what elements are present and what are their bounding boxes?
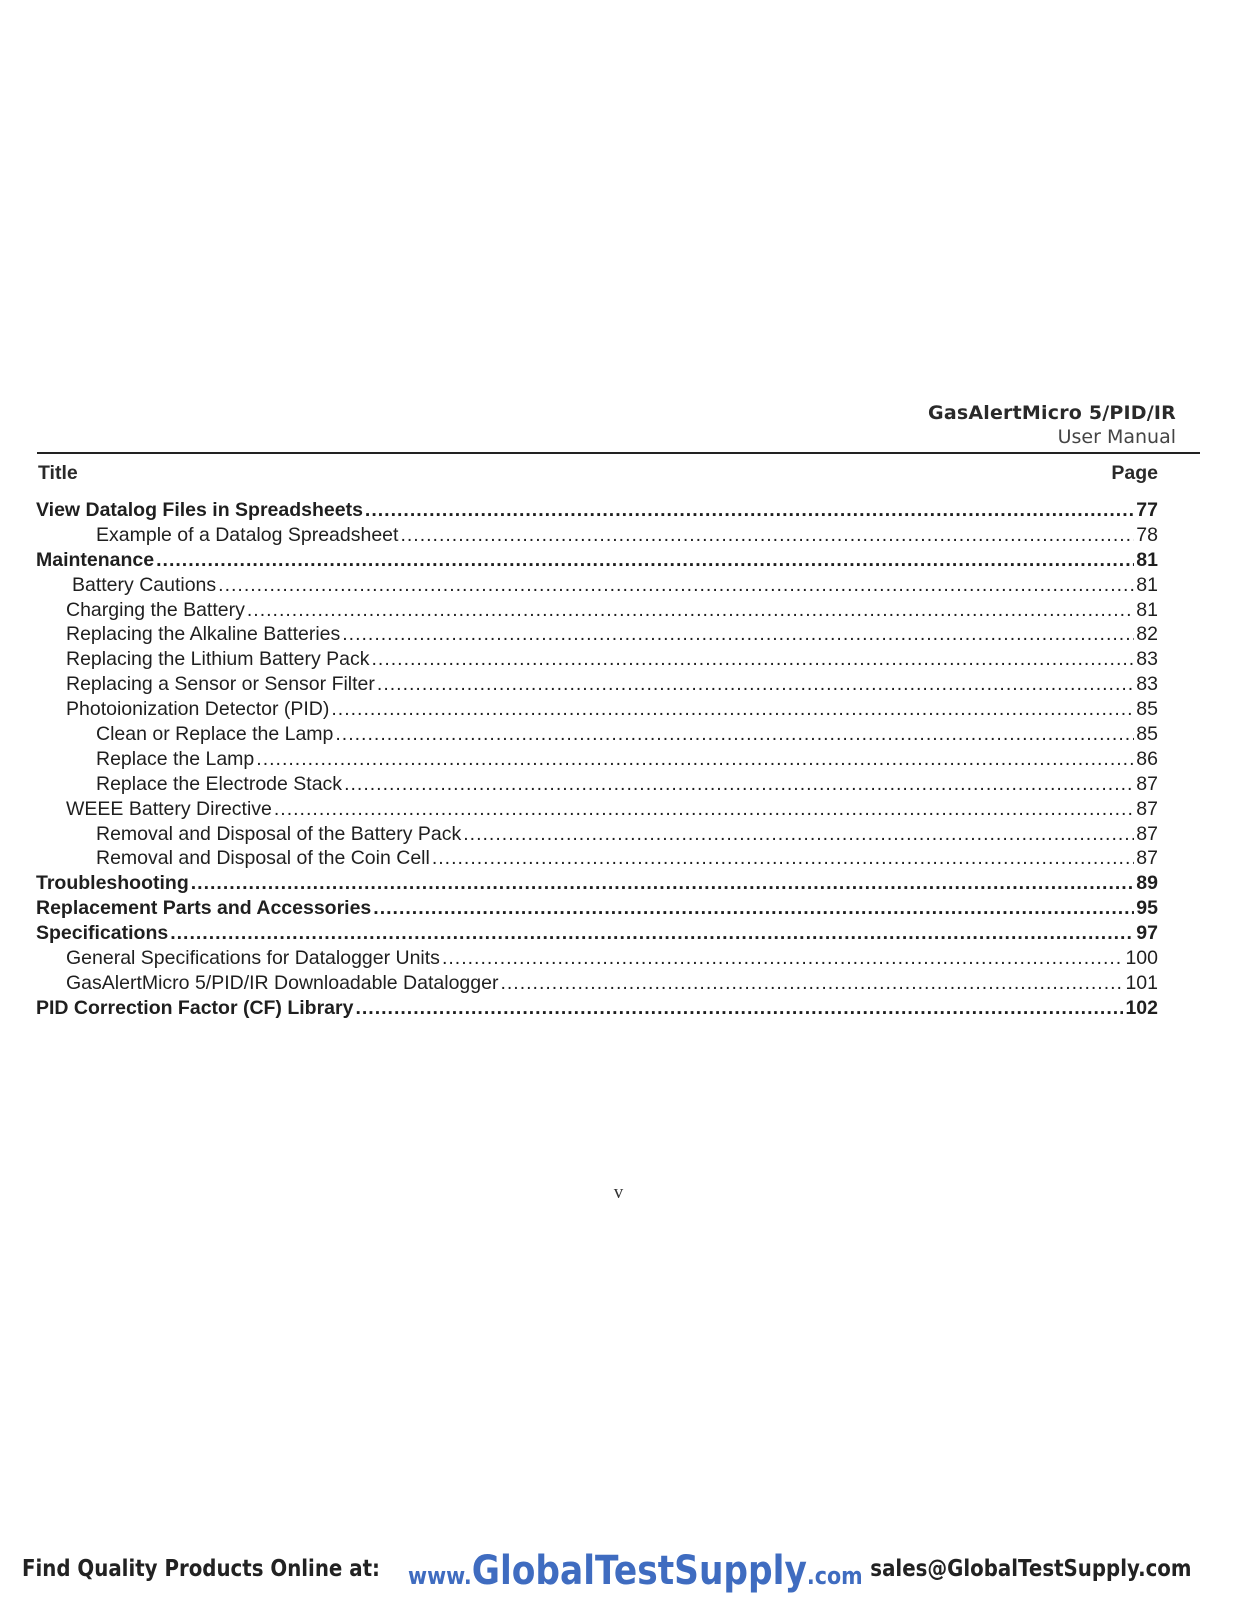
toc-entry-title: Replacement Parts and Accessories [36, 897, 372, 920]
toc-entry-page: 78 [1136, 523, 1158, 546]
toc-entry-title: PID Correction Factor (CF) Library [36, 996, 354, 1019]
footer-website-link[interactable] [408, 1548, 863, 1594]
toc-entry-page: 81 [1136, 573, 1158, 596]
toc-dot-leader [342, 622, 1134, 647]
toc-entry-title: Clean or Replace the Lamp [96, 723, 334, 746]
url-prefix: www. [408, 1562, 472, 1590]
toc-entry[interactable] [36, 772, 1158, 797]
toc-dot-leader [344, 772, 1134, 797]
toc-dot-leader [463, 822, 1134, 847]
toc-entry-title: Replacing the Lithium Battery Pack [66, 648, 370, 671]
header-divider [37, 452, 1200, 454]
toc-dot-leader [442, 946, 1124, 971]
toc-entry-page: 97 [1136, 922, 1158, 945]
toc-entry-page: 85 [1136, 698, 1158, 721]
toc-entry-title: Removal and Disposal of the Battery Pack [96, 822, 462, 845]
toc-entry[interactable] [36, 622, 1158, 647]
toc-entry-page: 89 [1136, 872, 1158, 895]
toc-dot-leader [247, 598, 1134, 623]
toc-entry[interactable] [36, 871, 1158, 896]
toc-dot-leader [274, 797, 1134, 822]
toc-entry-page: 100 [1125, 947, 1158, 970]
toc-entry-title: Example of a Datalog Spreadsheet [96, 523, 399, 546]
toc-entry-page: 86 [1136, 747, 1158, 770]
toc-entry[interactable] [36, 921, 1158, 946]
toc-entry-title: Replace the Lamp [96, 747, 255, 770]
page-number: v [613, 1182, 624, 1203]
toc-dot-leader [372, 647, 1135, 672]
toc-entry-title: Photoionization Detector (PID) [66, 698, 330, 721]
toc-entry[interactable] [36, 523, 1158, 548]
toc-entry-page: 101 [1125, 971, 1158, 994]
toc-entry-page: 87 [1136, 822, 1158, 845]
toc-entry-page: 95 [1136, 897, 1158, 920]
table-of-contents [36, 498, 1158, 1021]
toc-entry[interactable] [36, 822, 1158, 847]
toc-entry-page: 81 [1136, 548, 1158, 571]
toc-entry[interactable] [36, 672, 1158, 697]
toc-entry-title: Specifications [36, 922, 169, 945]
toc-entry-page: 87 [1136, 772, 1158, 795]
running-header [928, 401, 1176, 449]
toc-dot-leader [256, 747, 1134, 772]
toc-dot-leader [432, 846, 1134, 871]
toc-dot-leader [500, 971, 1123, 996]
url-suffix: .com [806, 1562, 863, 1590]
toc-entry-page: 87 [1136, 847, 1158, 870]
toc-entry-page: 87 [1136, 797, 1158, 820]
toc-entry-page: 81 [1136, 598, 1158, 621]
toc-entry[interactable] [36, 498, 1158, 523]
toc-dot-leader [156, 548, 1134, 573]
toc-dot-leader [191, 871, 1135, 896]
toc-entry[interactable] [36, 548, 1158, 573]
toc-entry-title: General Specifications for Datalogger Units [66, 947, 440, 970]
toc-entry-page: 83 [1136, 673, 1158, 696]
toc-entry[interactable] [36, 573, 1158, 598]
toc-entry[interactable] [36, 846, 1158, 871]
toc-entry[interactable] [36, 946, 1158, 971]
product-name: GasAlertMicro 5/PID/IR [928, 402, 1176, 424]
toc-entry[interactable] [36, 722, 1158, 747]
toc-entry-title: View Datalog Files in Spreadsheets [36, 499, 363, 521]
toc-dot-leader [355, 996, 1123, 1021]
toc-entry-title: Replacing the Alkaline Batteries [66, 623, 341, 646]
toc-entry-title: Battery Cautions [72, 573, 217, 596]
toc-column-title: Title [38, 462, 78, 484]
toc-dot-leader [170, 921, 1134, 946]
toc-entry-title: Removal and Disposal of the Coin Cell [96, 847, 430, 870]
footer-label: Find Quality Products Online at: [22, 1556, 380, 1582]
toc-entry-title: WEEE Battery Directive [66, 797, 272, 820]
toc-entry-title: GasAlertMicro 5/PID/IR Downloadable Datalogger [66, 971, 499, 994]
toc-entry-page: 85 [1136, 723, 1158, 746]
toc-dot-leader [335, 722, 1134, 747]
toc-dot-leader [377, 672, 1134, 697]
toc-entry[interactable] [36, 647, 1158, 672]
toc-dot-leader [365, 498, 1134, 523]
url-main: GlobalTestSupply [471, 1548, 807, 1594]
toc-dot-leader [400, 523, 1134, 548]
toc-entry-page: 82 [1136, 623, 1158, 646]
toc-entry[interactable] [36, 996, 1158, 1021]
toc-dot-leader [373, 896, 1134, 921]
footer-email-link[interactable]: sales@GlobalTestSupply.com [870, 1556, 1192, 1582]
toc-entry-page: 102 [1125, 996, 1158, 1019]
toc-dot-leader [331, 697, 1134, 722]
toc-entry[interactable] [36, 747, 1158, 772]
toc-entry[interactable] [36, 598, 1158, 623]
toc-entry[interactable] [36, 797, 1158, 822]
toc-column-page: Page [1111, 462, 1158, 484]
document-type: User Manual [1057, 426, 1176, 448]
toc-entry-title: Maintenance [36, 548, 155, 571]
toc-entry[interactable] [36, 697, 1158, 722]
toc-entry-title: Replacing a Sensor or Sensor Filter [66, 673, 375, 696]
toc-entry-title: Charging the Battery [66, 598, 245, 621]
toc-entry-title: Troubleshooting [36, 872, 189, 895]
footer [0, 1548, 1237, 1600]
toc-entry-title: Replace the Electrode Stack [96, 772, 343, 795]
toc-entry-page: 83 [1136, 648, 1158, 671]
toc-entry-page: 77 [1136, 499, 1158, 521]
toc-dot-leader [218, 573, 1134, 598]
toc-entry[interactable] [36, 896, 1158, 921]
toc-entry[interactable] [36, 971, 1158, 996]
